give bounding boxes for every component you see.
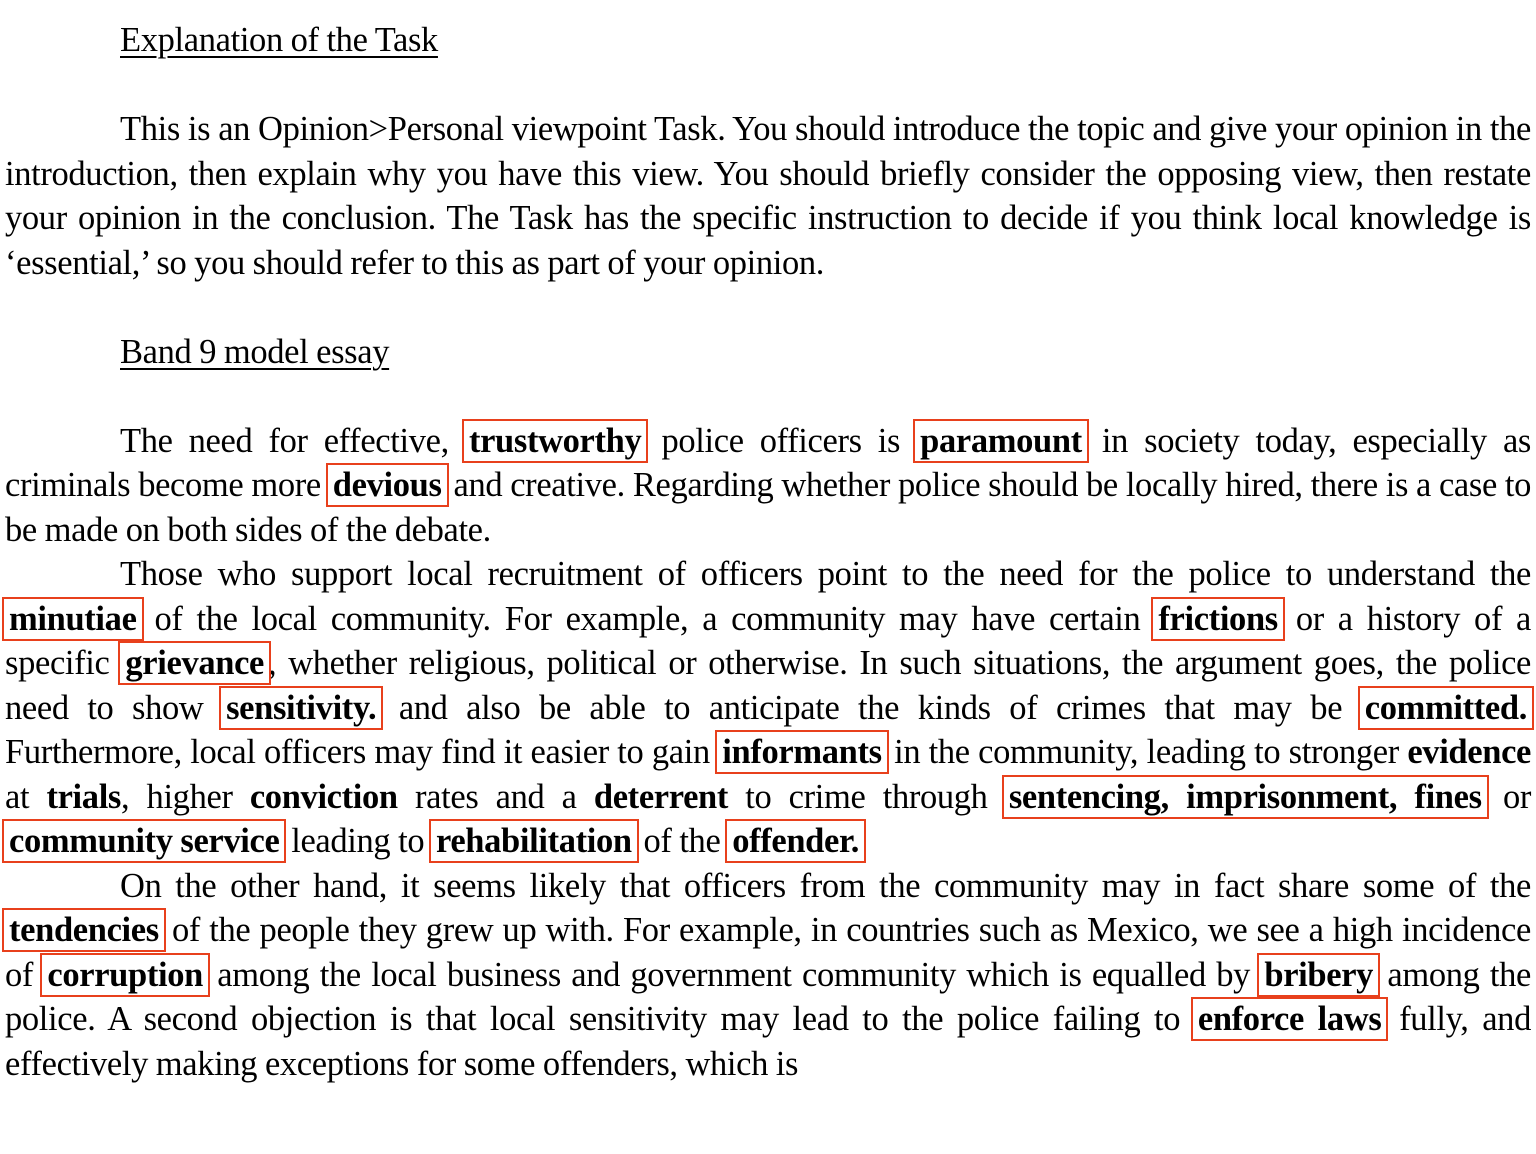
bold-term: deterrent <box>593 777 729 816</box>
document-body <box>5 18 1531 1086</box>
essay-paragraph-opposing-view <box>5 864 1531 1087</box>
highlighted-vocabulary: paramount <box>916 422 1086 460</box>
text-run: rates and a <box>397 777 594 816</box>
text-run: and creative. Regarding whether police should be locally hired, there is a case to be made on both sides of the debate. <box>5 466 1532 549</box>
highlighted-vocabulary: committed. <box>1361 689 1531 727</box>
text-run: of the <box>635 822 729 860</box>
highlighted-vocabulary: frictions <box>1154 600 1282 638</box>
text-run: Those who support local recruitment of officers point to the need for the police to understand the <box>120 555 1531 593</box>
highlighted-vocabulary: corruption <box>43 956 207 994</box>
bold-term: trials <box>46 777 122 816</box>
text-run: police officers is <box>645 421 917 460</box>
text-run: in the community, leading to stronger <box>885 733 1408 771</box>
highlighted-vocabulary: minutiae <box>5 600 141 638</box>
essay-paragraph-introduction <box>5 419 1531 553</box>
text-run: leading to <box>283 822 432 860</box>
text-run: On the other hand, it seems likely that officers from the community may in fact share some of the <box>120 866 1531 905</box>
text-run: or <box>1485 777 1531 816</box>
highlighted-vocabulary: rehabilitation <box>432 822 636 860</box>
essay-paragraph-supporting-view <box>5 552 1531 864</box>
text-run: or a history of a specific <box>5 599 1531 682</box>
text-run: of the people they grew up with. For example, in countries such as Mexico, we see a high incidence of <box>5 911 1531 994</box>
highlighted-vocabulary: bribery <box>1260 956 1377 994</box>
section-heading: Band 9 model essay <box>120 332 390 371</box>
text-run: and also be able to anticipate the kinds of crimes that may be <box>380 688 1361 727</box>
highlighted-vocabulary: sensitivity. <box>222 689 380 727</box>
highlighted-vocabulary: enforce laws <box>1194 1000 1386 1038</box>
highlighted-vocabulary: grievance <box>121 644 268 682</box>
text-run: of the local community. For example, a community may have certain <box>140 599 1155 638</box>
bold-term: conviction <box>249 777 398 816</box>
text-run: fully, and effectively making exceptions for some offenders, which is <box>5 1000 1531 1083</box>
highlighted-vocabulary: trustworthy <box>465 422 645 460</box>
text-run: to crime through <box>728 777 1005 816</box>
section-heading: Explanation of the Task <box>120 21 438 59</box>
text-run: , higher <box>121 777 250 816</box>
text-run: among the local business and government community which is equalled by <box>206 955 1261 994</box>
highlighted-vocabulary: informants <box>718 733 885 771</box>
text-run: in society today, especially as criminals become more <box>5 421 1532 504</box>
highlighted-vocabulary: devious <box>329 466 446 504</box>
paragraph-task-explanation <box>5 107 1531 285</box>
highlighted-vocabulary: sentencing, imprisonment, fines <box>1005 778 1486 816</box>
section-task-explanation <box>5 18 1531 285</box>
highlighted-vocabulary: tendencies <box>5 911 163 949</box>
text-run: This is an Opinion>Personal viewpoint Task. You should introduce the topic and give your opinion in the introduction, then explain why you have this view. You should briefly consider the opposing view, then restate your opinion in the conclusion. The Task has the specific instruction to decide if you think local knowledge is ‘essential,’ so you should refer to this as part of your opinion. <box>5 110 1531 282</box>
highlighted-vocabulary: offender. <box>728 822 863 860</box>
text-run: Furthermore, local officers may find it easier to gain <box>5 733 719 771</box>
bold-term: evidence <box>1407 733 1531 771</box>
text-run: among the police. A second objection is that local sensitivity may lead to the police failing to <box>5 955 1531 1038</box>
section-model-essay <box>5 330 1531 1087</box>
text-run: at <box>5 777 47 816</box>
text-run: The need for effective, <box>120 421 465 460</box>
text-run: , whether religious, political or otherwise. In such situations, the argument goes, the police need to show <box>5 644 1532 727</box>
highlighted-vocabulary: community service <box>5 822 283 860</box>
